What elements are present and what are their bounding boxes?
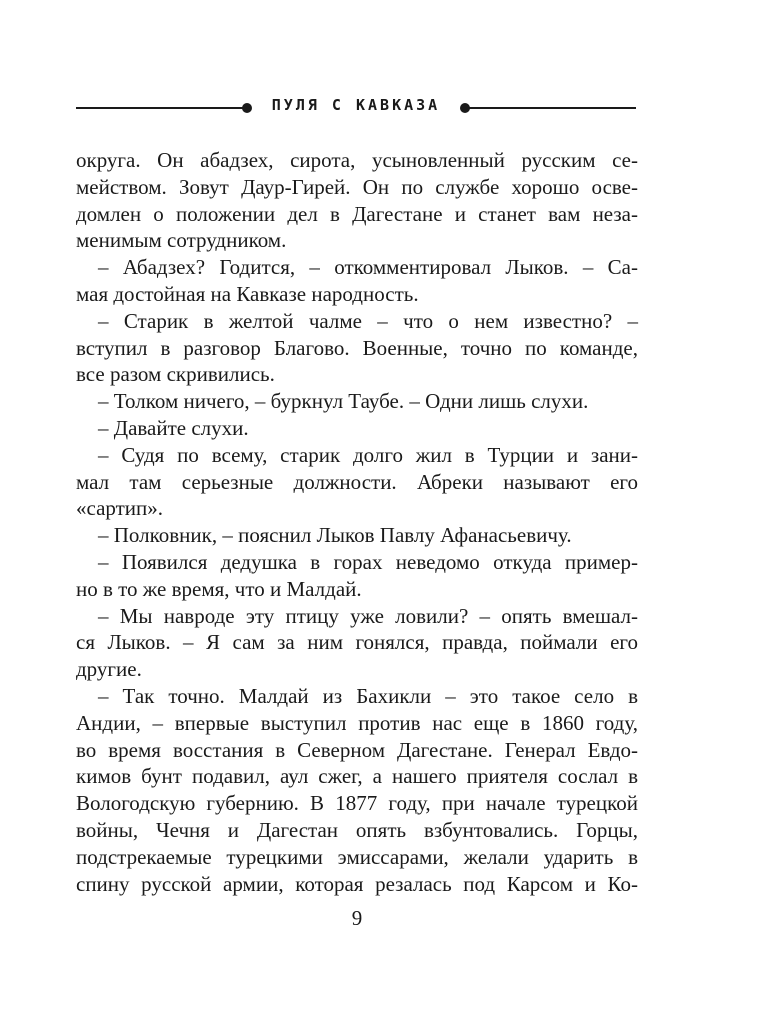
text-line: войны, Чечня и Дагестан опять взбунтовались. Горцы,: [76, 817, 638, 842]
text-line: спину русской армии, которая резалась под Карсом и Ко-: [76, 871, 638, 896]
text-line: – Полковник, – пояснил Лыков Павлу Афанасьевичу.: [98, 523, 572, 548]
body-text: [76, 147, 638, 897]
text-line: другие.: [76, 657, 142, 682]
text-line: Андии, – впервые выступил против нас еще в 1860 году,: [76, 710, 638, 735]
text-line: округа. Он абадзех, сирота, усыновленный русским се-: [76, 148, 638, 172]
text-line: – Давайте слухи.: [98, 415, 249, 440]
text-line: во время восстания в Северном Дагестане. Генерал Евдо-: [76, 737, 638, 762]
running-header: [76, 95, 636, 121]
text-line: – Старик в желтой чалме – что о нем известно? –: [98, 308, 638, 333]
text-line: – Судя по всему, старик долго жил в Турции и зани-: [98, 442, 638, 467]
text-line: – Так точно. Малдай из Бахикли – это такое село в: [98, 683, 638, 708]
paragraph: [76, 147, 638, 254]
paragraph: [76, 549, 638, 603]
paragraph: [76, 308, 638, 388]
text-line: менимым сотрудником.: [76, 228, 287, 253]
paragraph: [76, 603, 638, 683]
paragraph: [76, 442, 638, 522]
page-number: 9: [351, 906, 363, 930]
header-rule-right: [468, 107, 636, 109]
text-line: – Появился дедушка в горах неведомо откуда пример-: [98, 549, 638, 574]
text-line: – Мы навроде эту птицу уже ловили? – опять вмешал-: [98, 603, 638, 628]
text-line: мейством. Зовут Даур-Гирей. Он по службе хорошо осве-: [76, 174, 638, 199]
paragraph: [76, 415, 638, 442]
paragraph: [76, 254, 638, 308]
text-line: все разом скривились.: [76, 362, 275, 387]
text-line: – Абадзех? Годится, – откомментировал Лыков. – Са-: [98, 255, 638, 280]
text-line: вступил в разговор Благово. Военные, точно по команде,: [76, 335, 638, 360]
header-rule-left: [76, 107, 244, 109]
text-line: кимов бунт подавил, аул сжег, а нашего приятеля сослал в: [76, 764, 638, 789]
text-line: ся Лыков. – Я сам за ним гонялся, правда, поймали его: [76, 630, 638, 655]
text-line: «сартип».: [76, 496, 164, 521]
running-title: ПУЛЯ С КАВКАЗА: [271, 96, 441, 114]
paragraph: [76, 683, 638, 897]
text-line: подстрекаемые турецкими эмиссарами, желали ударить в: [76, 844, 638, 869]
paragraph: [76, 388, 638, 415]
text-line: – Толком ничего, – буркнул Таубе. – Одни лишь слухи.: [98, 389, 589, 414]
text-line: но в то же время, что и Малдай.: [76, 576, 362, 601]
text-line: домлен о положении дел в Дагестане и станет вам неза-: [76, 201, 638, 226]
text-line: мая достойная на Кавказе народность.: [76, 281, 419, 306]
text-line: мал там серьезные должности. Абреки называют его: [76, 469, 638, 494]
text-line: Вологодскую губернию. В 1877 году, при начале турецкой: [76, 791, 638, 816]
paragraph: [76, 522, 638, 549]
header-dot-left: [242, 103, 252, 113]
